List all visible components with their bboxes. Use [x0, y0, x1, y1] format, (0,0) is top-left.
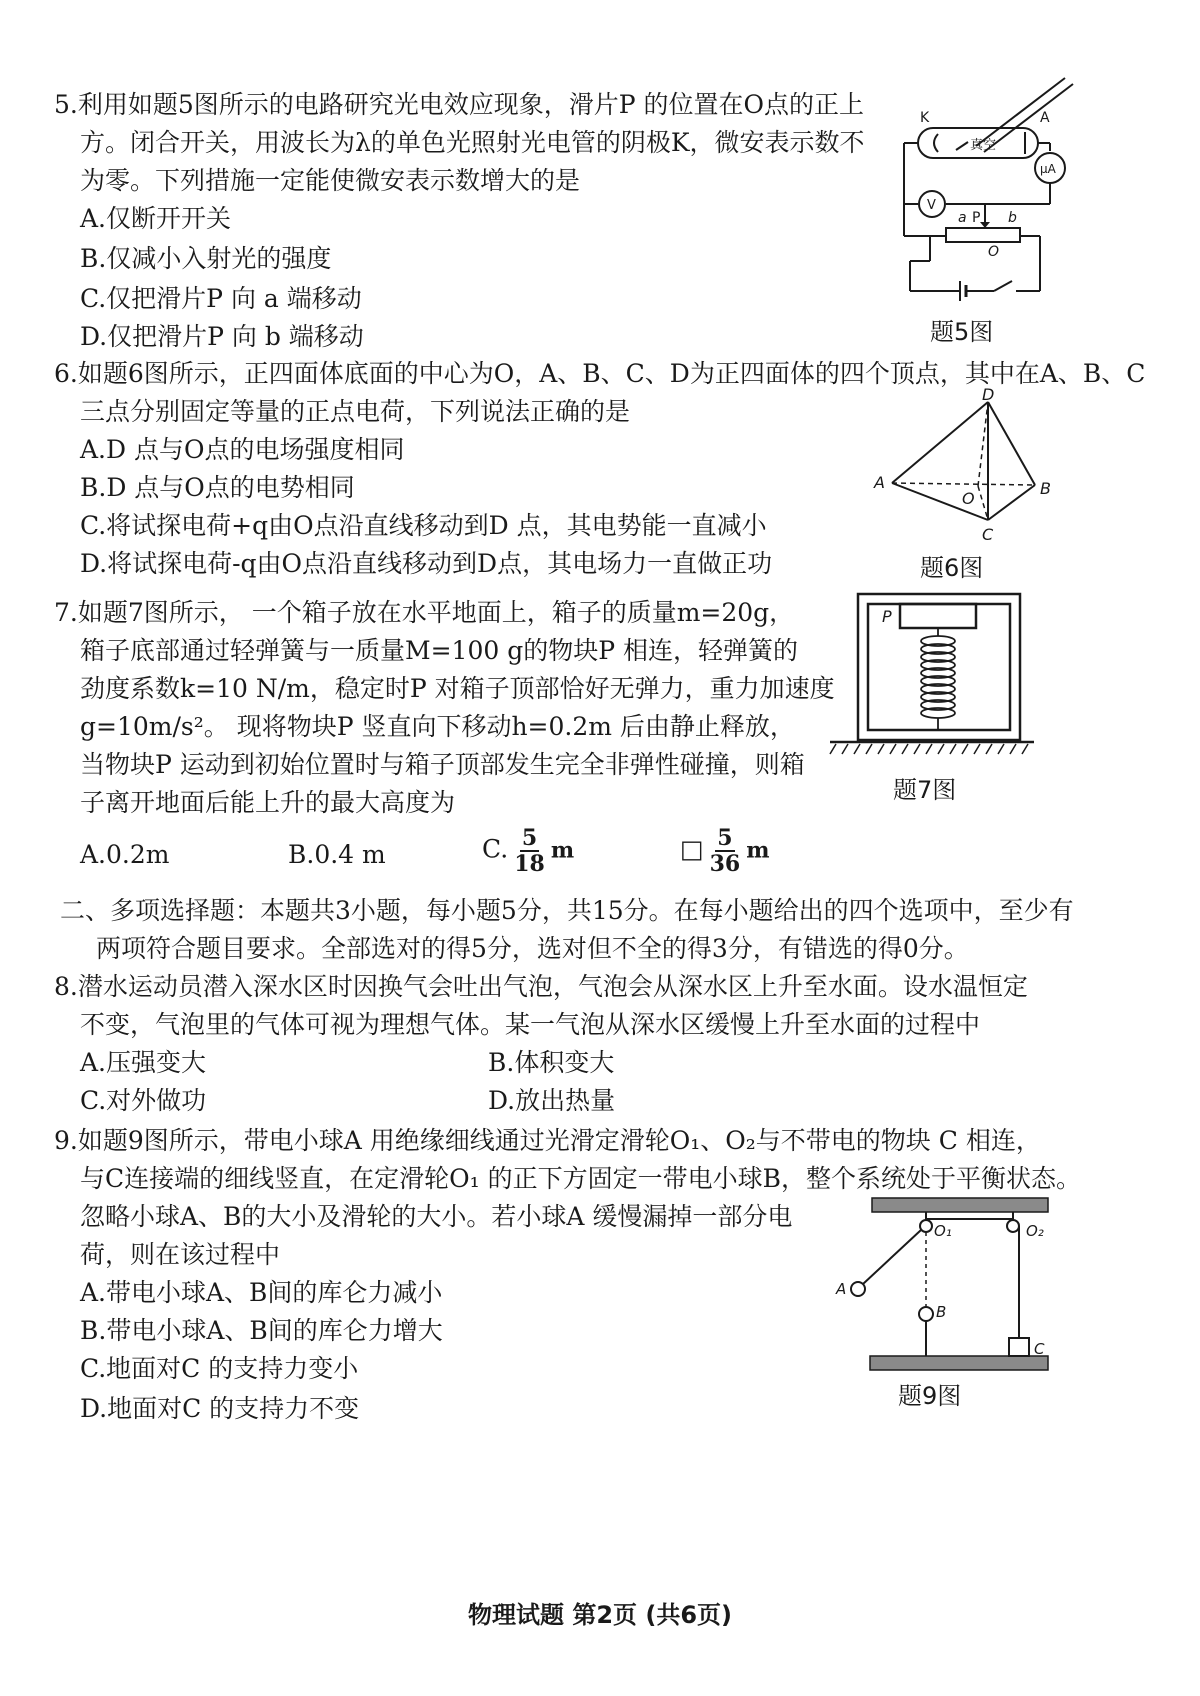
q6-stem-line-1: 6.如题6图所示，正四面体底面的中心为O，A、B、C、D为正四面体的四个顶点，其中在A、B、C: [54, 359, 1146, 388]
ball-a: [851, 1282, 865, 1296]
label-b-end: b: [1008, 210, 1017, 226]
q9-stem-line-1: 9.如题9图所示，带电小球A 用绝缘细线通过光滑定滑轮O₁、O₂与不带电的物块 C 相连，: [54, 1126, 1041, 1155]
label-microammeter: μA: [1040, 162, 1056, 176]
q7-option-d-prefix: □: [680, 834, 704, 864]
q7-figure-caption: 题7图: [893, 776, 957, 804]
q6-option-d: D.将试探电荷-q由O点沿直线移动到D点，其电场力一直做正功: [80, 549, 773, 578]
q6-stem-line-2: 三点分别固定等量的正点电荷，下列说法正确的是: [80, 397, 631, 426]
page-footer: 物理试题 第2页 (共6页): [467, 1601, 733, 1629]
ceiling: [872, 1198, 1048, 1212]
q7-stem-line-2: 箱子底部通过轻弹簧与一质量M=100 g的物块P 相连，轻弹簧的: [80, 636, 798, 665]
q5-option-c: C.仅把滑片P 向 a 端移动: [80, 284, 362, 313]
q7-stem-line-5: 当物块P 运动到初始位置时与箱子顶部发生完全非弹性碰撞，则箱: [80, 750, 805, 779]
label-b: B: [936, 1303, 947, 1321]
q9-option-c: C.地面对C 的支持力变小: [80, 1354, 359, 1383]
q8-option-c: C.对外做功: [80, 1086, 207, 1115]
q7-option-c-fraction: $\frac{5}{18}$: [514, 825, 545, 877]
label-anode: A: [1040, 110, 1050, 126]
q7-option-b: B.0.4 m: [288, 840, 386, 869]
q5-circuit-figure: [890, 76, 1080, 320]
q8-stem-line-2: 不变，气泡里的气体可视为理想气体。某一气泡从深水区缓慢上升至水面的过程中: [80, 1010, 981, 1039]
label-d: D: [982, 388, 995, 404]
q9-stem-line-2: 与C连接端的细线竖直，在定滑轮O₁ 的正下方固定一带电小球B，整个系统处于平衡状态。: [80, 1164, 1081, 1193]
block-c: [1009, 1338, 1029, 1356]
q7-stem-line-6: 子离开地面后能上升的最大高度为: [80, 788, 456, 817]
q7-option-c-prefix: C.: [482, 834, 509, 864]
q5-option-d: D.仅把滑片P 向 b 端移动: [80, 322, 364, 351]
q7-option-c: C. $\frac{5}{18}$ m: [482, 825, 575, 877]
q9-stem-line-3: 忽略小球A、B的大小及滑轮的大小。若小球A 缓慢漏掉一部分电: [80, 1202, 793, 1231]
label-vacuum: 真空: [970, 138, 997, 153]
pulley-o2: [1007, 1220, 1019, 1232]
q6-option-b: B.D 点与O点的电势相同: [80, 473, 355, 502]
label-b: B: [1040, 479, 1051, 498]
block-p: [900, 604, 976, 628]
q9-option-d: D.地面对C 的支持力不变: [80, 1394, 360, 1423]
q5-option-b: B.仅减小入射光的强度: [80, 244, 332, 273]
section2-line-2: 两项符合题目要求。全部选对的得5分，选对但不全的得3分，有错选的得0分。: [96, 934, 969, 963]
q7-option-d-fraction: $\frac{5}{36}$: [709, 825, 741, 877]
label-slider-p: P: [972, 210, 981, 226]
q5-stem-line-1: 5.利用如题5图所示的电路研究光电效应现象，滑片P 的位置在O点的正上: [54, 90, 865, 119]
q9-figure-caption: 题9图: [898, 1382, 962, 1410]
q6-figure-caption: 题6图: [920, 554, 984, 582]
q5-figure-caption: 题5图: [930, 318, 994, 346]
label-voltmeter: V: [927, 198, 936, 213]
label-o1: O₁: [934, 1222, 952, 1240]
spring: [921, 628, 955, 730]
floor: [870, 1356, 1048, 1370]
q9-pulley-figure: [826, 1194, 1056, 1374]
q5-option-a: A.仅断开开关: [80, 204, 232, 233]
q6-tetrahedron-figure: [870, 388, 1070, 548]
q7-stem-line-3: 劲度系数k=10 N/m，稳定时P 对箱子顶部恰好无弹力，重力加速度: [80, 674, 835, 703]
q6-option-c: C.将试探电荷+q由O点沿直线移动到D 点，其电势能一直减小: [80, 511, 767, 540]
q7-option-a: A.0.2m: [80, 840, 170, 869]
q9-option-b: B.带电小球A、B间的库仑力增大: [80, 1316, 443, 1345]
label-k: K: [920, 110, 930, 126]
q9-option-a: A.带电小球A、B间的库仑力减小: [80, 1278, 443, 1307]
q8-option-b: B.体积变大: [488, 1048, 615, 1077]
section2-line-1: 二、多项选择题：本题共3小题，每小题5分，共15分。在每小题给出的四个选项中，至少有: [60, 896, 1074, 925]
label-a: A: [874, 473, 885, 492]
label-o: O: [962, 489, 975, 508]
label-o2: O₂: [1026, 1222, 1044, 1240]
label-a-end: a: [958, 210, 967, 226]
q7-option-d: □ $\frac{5}{36}$ m: [680, 825, 770, 877]
q5-stem-line-3: 为零。下列措施一定能使微安表示数增大的是: [80, 166, 581, 195]
q8-stem-line-1: 8.潜水运动员潜入深水区时因换气会吐出气泡，气泡会从深水区上升至水面。设水温恒定: [54, 972, 1028, 1001]
q6-option-a: A.D 点与O点的电场强度相同: [80, 435, 405, 464]
pulley-o1: [920, 1220, 932, 1232]
ground-hatch: [830, 744, 1028, 754]
ball-b: [919, 1307, 933, 1321]
label-a: A: [836, 1280, 847, 1298]
q8-option-a: A.压强变大: [80, 1048, 207, 1077]
q5-stem-line-2: 方。闭合开关，用波长为λ的单色光照射光电管的阴极K，微安表示数不: [80, 128, 865, 157]
q7-stem-line-1: 7.如题7图所示， 一个箱子放在水平地面上，箱子的质量m=20g，: [54, 598, 795, 627]
q7-box-spring-figure: [826, 588, 1036, 768]
q8-option-d: D.放出热量: [488, 1086, 616, 1115]
label-o-point: O: [988, 244, 1000, 260]
q9-stem-line-4: 荷，则在该过程中: [80, 1240, 281, 1269]
label-c: C: [1034, 1340, 1045, 1358]
label-c: C: [982, 525, 994, 544]
label-p: P: [882, 607, 892, 626]
q7-stem-line-4: g=10m/s²。 现将物块P 竖直向下移动h=0.2m 后由静止释放，: [80, 712, 795, 741]
